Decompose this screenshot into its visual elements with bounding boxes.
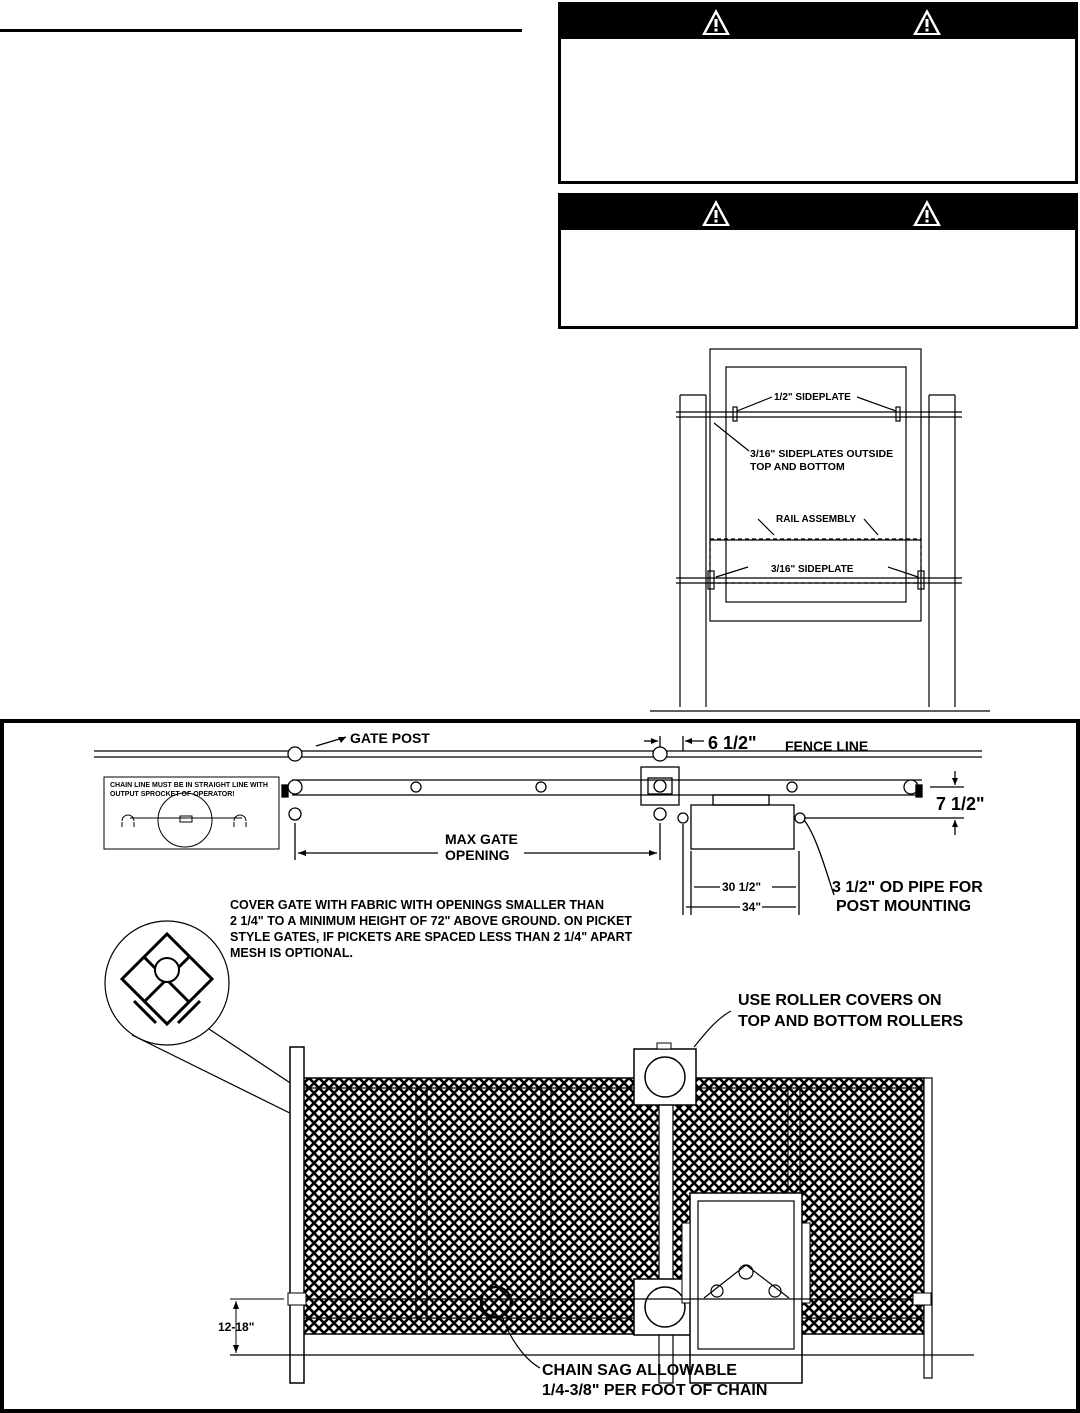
- cover-note-line1: COVER GATE WITH FABRIC WITH OPENINGS SMALLER THAN: [230, 898, 605, 912]
- offset-dimension-label: 6 1/2": [708, 733, 757, 753]
- outside-sideplates-label-line2: TOP AND BOTTOM: [750, 461, 845, 473]
- warning-triangle-icon: [912, 199, 942, 227]
- three-sixteenth-sideplate-label: 3/16" SIDEPLATE: [771, 564, 854, 575]
- fence-line-label: FENCE LINE: [785, 738, 869, 754]
- warning-triangle-icon: [701, 8, 731, 36]
- half-inch-sideplate-label: 1/2" SIDEPLATE: [774, 392, 851, 403]
- chain-sag-line2: 1/4-3/8" PER FOOT OF CHAIN: [542, 1382, 768, 1399]
- gate-layout-diagram: [4, 723, 1076, 1409]
- warning-triangle-icon: [912, 8, 942, 36]
- warning-header-bar: [561, 5, 1075, 39]
- cover-note-line4: MESH IS OPTIONAL.: [230, 946, 353, 960]
- pipe-label-line1: 3 1/2" OD PIPE FOR: [832, 879, 983, 896]
- pipe-label-line2: POST MOUNTING: [836, 898, 972, 915]
- sideplate-diagram: [650, 345, 990, 715]
- depth-dimension-label: 7 1/2": [936, 794, 985, 814]
- chain-note-line2: OUTPUT SPROCKET OF OPERATOR!: [110, 791, 235, 798]
- cover-note-line2: 2 1/4" TO A MINIMUM HEIGHT OF 72" ABOVE GROUND. ON PICKET: [230, 914, 632, 928]
- gate-post-label: GATE POST: [350, 730, 430, 746]
- warning-box-1: [558, 2, 1078, 184]
- warning-box-2: [558, 193, 1078, 329]
- rail-assembly-label: RAIL ASSEMBLY: [776, 514, 857, 525]
- outside-sideplates-label-line1: 3/16" SIDEPLATES OUTSIDE: [750, 448, 894, 460]
- section-header-rule: [0, 29, 522, 32]
- warning-triangle-icon: [701, 199, 731, 227]
- outer-width-label: 34": [742, 900, 762, 914]
- max-gate-label-line2: OPENING: [445, 847, 510, 863]
- cover-note-line3: STYLE GATES, IF PICKETS ARE SPACED LESS THAN 2 1/4" APART: [230, 930, 633, 944]
- max-gate-label-line1: MAX GATE: [445, 831, 518, 847]
- inner-width-label: 30 1/2": [722, 880, 762, 894]
- roller-note-line1: USE ROLLER COVERS ON: [738, 992, 942, 1009]
- gate-layout-frame: [0, 719, 1080, 1413]
- chain-note-line1: CHAIN LINE MUST BE IN STRAIGHT LINE WITH: [110, 782, 268, 789]
- roller-note-line2: TOP AND BOTTOM ROLLERS: [738, 1013, 964, 1030]
- chain-sag-line1: CHAIN SAG ALLOWABLE: [542, 1362, 737, 1379]
- height-dimension-label: 12-18": [218, 1320, 255, 1334]
- warning-header-bar: [561, 196, 1075, 230]
